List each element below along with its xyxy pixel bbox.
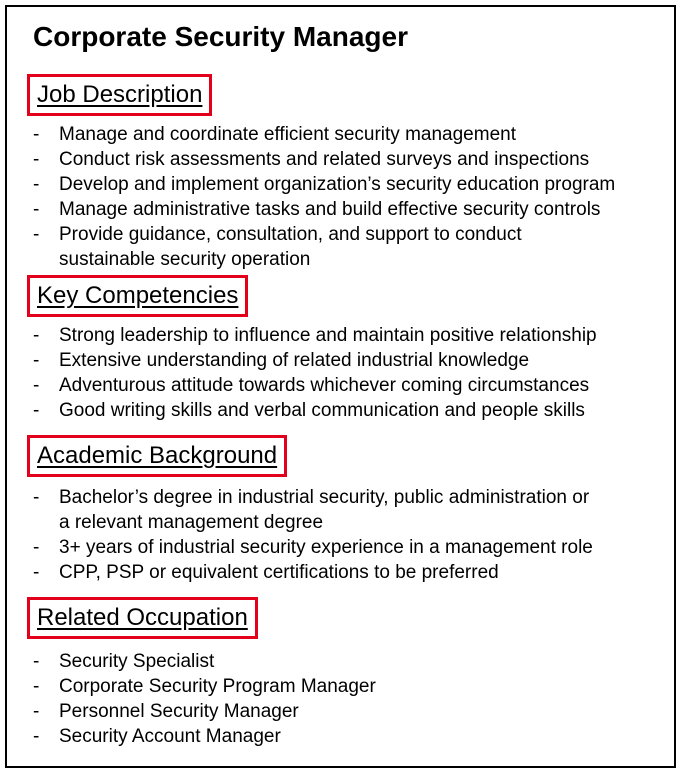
list-item: - CPP, PSP or equivalent certifications to be preferred — [33, 562, 499, 583]
job-description-list — [33, 122, 615, 272]
related-occupation-list — [33, 649, 376, 749]
list-item: - Security Account Manager — [33, 726, 281, 747]
list-item: - Security Specialist — [33, 651, 215, 672]
list-item: - Personnel Security Manager — [33, 701, 299, 722]
list-item: - Manage and coordinate efficient security management — [33, 124, 516, 145]
list-item: - Strong leadership to influence and maintain positive relationship — [33, 325, 597, 346]
academic-background-list — [33, 485, 593, 585]
list-item: - 3+ years of industrial security experience in a management role — [33, 537, 593, 558]
section-heading-related-occupation: Related Occupation — [27, 597, 258, 639]
list-item: - Bachelor’s degree in industrial security, public administration or a relevant management degree — [33, 487, 590, 533]
list-item: - Conduct risk assessments and related surveys and inspections — [33, 149, 590, 170]
list-item: - Good writing skills and verbal communication and people skills — [33, 400, 585, 421]
list-item: - Extensive understanding of related industrial knowledge — [33, 350, 530, 371]
list-item: - Provide guidance, consultation, and support to conduct sustainable security operation — [33, 224, 522, 270]
section-heading-key-competencies: Key Competencies — [27, 275, 248, 317]
list-item: - Adventurous attitude towards whichever coming circumstances — [33, 375, 590, 396]
section-heading-job-description: Job Description — [27, 74, 212, 116]
list-item: - Manage administrative tasks and build effective security controls — [33, 199, 601, 220]
list-item: - Corporate Security Program Manager — [33, 676, 376, 697]
page-title: Corporate Security Manager — [33, 21, 408, 52]
job-card — [5, 5, 676, 768]
list-item: - Develop and implement organization’s security education program — [33, 174, 616, 195]
section-heading-academic-background: Academic Background — [27, 435, 287, 477]
key-competencies-list — [33, 323, 597, 423]
